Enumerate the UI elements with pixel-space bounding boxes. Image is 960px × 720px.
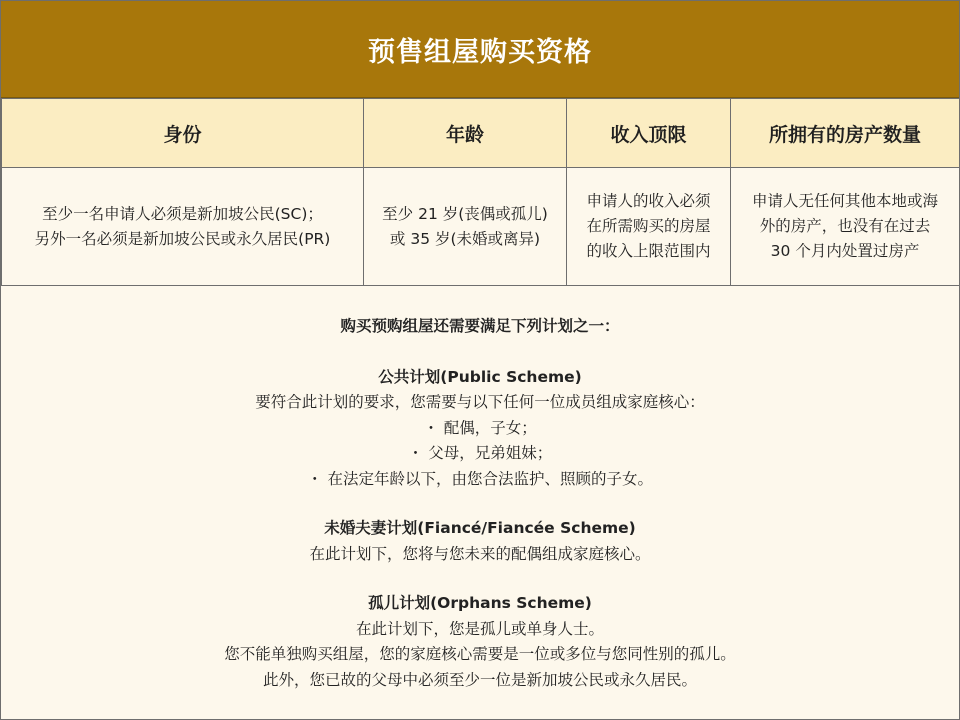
cell-identity bbox=[2, 168, 364, 286]
orphans-scheme-line: 您不能单独购买组屋，您的家庭核心需要是一位或多位与您同性别的孤儿。 bbox=[224, 645, 736, 663]
page-title: 预售组屋购买资格 bbox=[368, 36, 592, 68]
public-scheme-desc: 要符合此计划的要求，您需要与以下任何一位成员组成家庭核心： bbox=[255, 393, 705, 411]
property-line: 申请人无任何其他本地或海 bbox=[751, 192, 938, 210]
income-line: 的收入上限范围内 bbox=[586, 242, 711, 260]
income-line: 申请人的收入必须 bbox=[586, 192, 711, 210]
table-header-row bbox=[2, 99, 960, 168]
property-line: 外的房产，也没有在过去 bbox=[759, 217, 931, 235]
public-scheme-title: 公共计划(Public Scheme) bbox=[378, 367, 582, 386]
identity-line: 至少一名申请人必须是新加坡公民(SC)； bbox=[42, 204, 323, 223]
requirements-table bbox=[1, 98, 960, 286]
fiance-scheme-desc: 在此计划下，您将与您未来的配偶组成家庭核心。 bbox=[309, 544, 651, 563]
income-line: 在所需购买的房屋 bbox=[586, 217, 711, 235]
header-property: 所拥有的房产数量 bbox=[731, 99, 960, 168]
schemes-intro: 购买预购组屋还需要满足下列计划之一： bbox=[340, 317, 620, 335]
property-line: 30 个月内处置过房产 bbox=[770, 242, 920, 260]
age-line: 至少 21 岁(丧偶或孤儿) bbox=[382, 204, 548, 223]
schemes-section bbox=[1, 287, 959, 719]
identity-line: 另外一名必须是新加坡公民或永久居民(PR) bbox=[34, 229, 331, 248]
public-scheme-bullet: ・ 在法定年龄以下，由您合法监护、照顾的子女。 bbox=[307, 469, 653, 488]
title-banner bbox=[1, 1, 959, 98]
orphans-scheme-line: 在此计划下，您是孤儿或单身人士。 bbox=[355, 619, 604, 638]
header-identity: 身份 bbox=[2, 99, 364, 168]
orphans-scheme-line: 此外，您已故的父母中必须至少一位是新加坡公民或永久居民。 bbox=[262, 670, 697, 689]
orphans-scheme-title: 孤儿计划(Orphans Scheme) bbox=[368, 594, 592, 612]
age-line: 或 35 岁(未婚或离异) bbox=[389, 229, 541, 248]
public-scheme-bullet: ・ 父母，兄弟姐妹； bbox=[407, 444, 553, 462]
header-age: 年龄 bbox=[364, 99, 567, 168]
public-scheme-bullet: ・ 配偶，子女； bbox=[423, 418, 537, 437]
cell-age bbox=[364, 168, 567, 286]
fiance-scheme-title: 未婚夫妻计划(Fiancé/Fiancée Scheme) bbox=[324, 519, 636, 537]
table-row bbox=[2, 168, 960, 286]
cell-property bbox=[731, 168, 960, 286]
cell-income bbox=[567, 168, 731, 286]
header-income: 收入顶限 bbox=[567, 99, 731, 168]
